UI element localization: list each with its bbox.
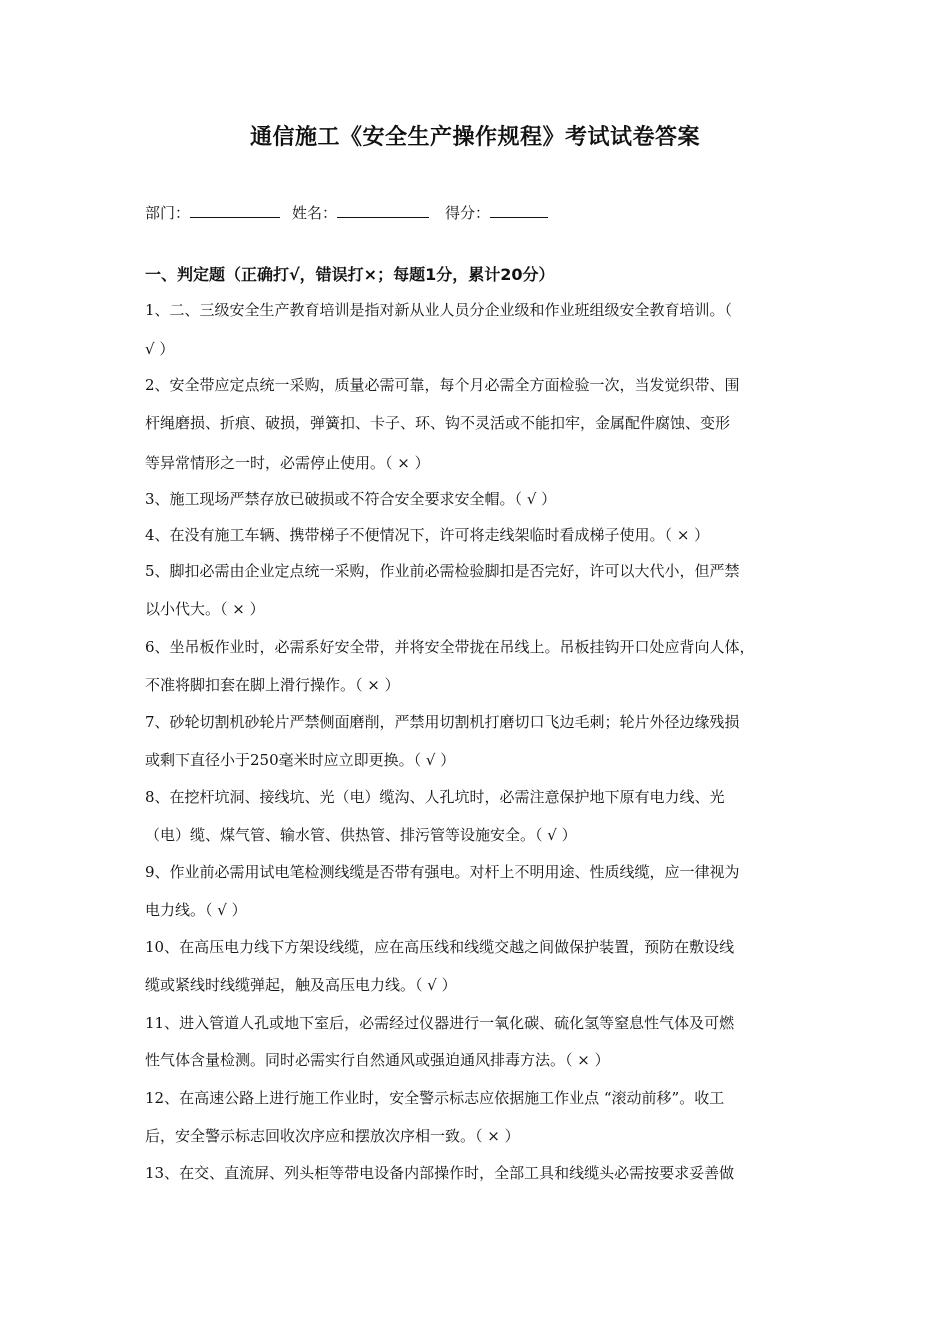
question-line: √ ）	[145, 340, 175, 358]
question-line: 3、施工现场严禁存放已破损或不符合安全要求安全帽。（ √ ）	[145, 490, 557, 508]
question-line: 4、在没有施工车辆、携带梯子不便情况下，许可将走线架临时看成梯子使用。（ × ）	[145, 526, 710, 544]
name-label: 姓名：	[292, 204, 338, 222]
question-line: 7、砂轮切割机砂轮片严禁侧面磨削，严禁用切割机打磨切口飞边毛刺；轮片外径边缘残损	[145, 713, 740, 731]
question-line: 等异常情形之一时，必需停止使用。（ × ）	[145, 454, 430, 472]
question-line: 性气体含量检测。同时必需实行自然通风或强迫通风排毒方法。（ × ）	[145, 1051, 610, 1069]
question-line: 杆绳磨损、折痕、破损，弹簧扣、卡子、环、钩不灵活或不能扣牢，金属配件腐蚀、变形	[145, 414, 731, 432]
question-line: 1、二、三级安全生产教育培训是指对新从业人员分企业级和作业班组级安全教育培训。（	[145, 301, 733, 319]
question-line: （电）缆、煤气管、输水管、供热管、排污管等设施安全。（ √ ）	[145, 826, 577, 844]
section-heading: 一、判定题（正确打√，错误打×；每题1分，累计20分）	[145, 265, 555, 284]
question-line: 8、在挖杆坑洞、接线坑、光（电）缆沟、人孔坑时，必需注意保护地下原有电力线、光	[145, 788, 725, 806]
question-line: 13、在交、直流屏、列头柜等带电设备内部操作时，全部工具和线缆头必需按要求妥善做	[145, 1164, 735, 1182]
question-line: 电力线。（ √ ）	[145, 901, 247, 919]
score-blank	[490, 203, 548, 218]
question-line: 以小代大。（ × ）	[145, 600, 265, 618]
page-title: 通信施工《安全生产操作规程》考试试卷答案	[249, 125, 700, 150]
dept-label: 部门：	[145, 204, 191, 222]
question-line: 12、在高速公路上进行施工作业时，安全警示标志应依据施工作业点 “滚动前移”。收工	[145, 1089, 725, 1107]
question-line: 9、作业前必需用试电笔检测线缆是否带有强电。对杆上不明用途、性质线缆，应一律视为	[145, 863, 740, 881]
question-line: 缆或紧线时线缆弹起，触及高压电力线。（ √ ）	[145, 976, 457, 994]
question-line: 2、安全带应定点统一采购，质量必需可靠，每个月必需全方面检验一次，当发觉织带、围	[145, 376, 740, 394]
question-line: 不准将脚扣套在脚上滑行操作。（ × ）	[145, 676, 400, 694]
dept-blank	[190, 203, 280, 218]
question-line: 后，安全警示标志回收次序应和摆放次序相一致。（ × ）	[145, 1127, 520, 1145]
question-line: 或剩下直径小于250毫米时应立即更换。（ √ ）	[145, 751, 456, 769]
name-blank	[337, 203, 429, 218]
question-line: 11、进入管道人孔或地下室后，必需经过仪器进行一氧化碳、硫化氢等窒息性气体及可燃	[145, 1014, 735, 1032]
question-line: 6、坐吊板作业时，必需系好安全带，并将安全带拢在吊线上。吊板挂钩开口处应背向人体，	[145, 638, 755, 656]
question-line: 10、在高压电力线下方架设线缆，应在高压线和线缆交越之间做保护装置，预防在敷设线	[145, 938, 735, 956]
question-line: 5、脚扣必需由企业定点统一采购，作业前必需检验脚扣是否完好，许可以大代小，但严禁	[145, 562, 740, 580]
score-label: 得分：	[445, 204, 491, 222]
header-fields	[145, 202, 548, 223]
